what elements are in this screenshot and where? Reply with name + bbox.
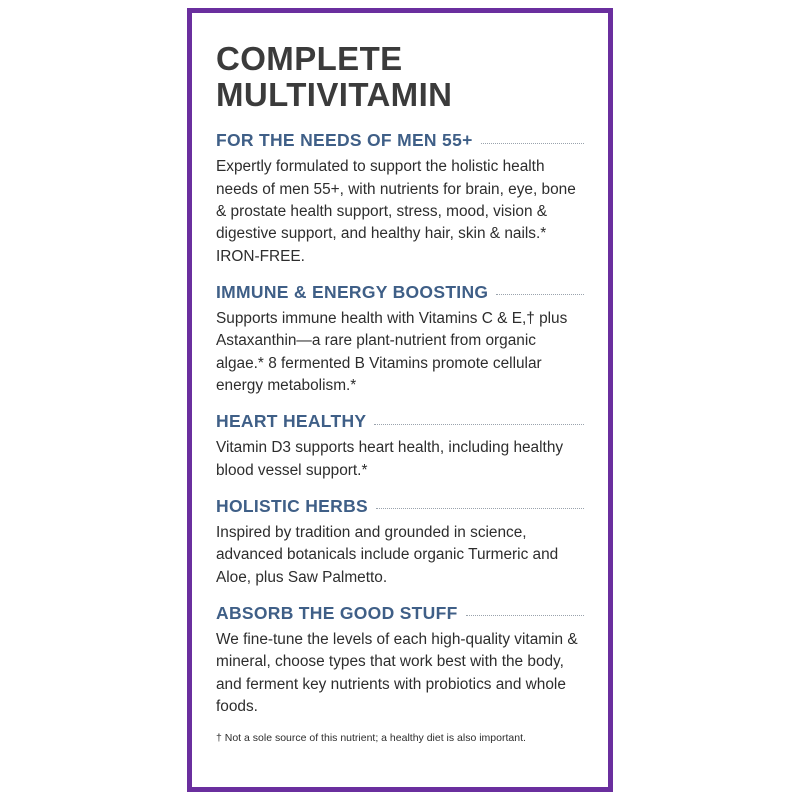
title-line-1: COMPLETE xyxy=(216,40,403,77)
title-line-2: MULTIVITAMIN xyxy=(216,75,453,113)
section-absorb-good-stuff xyxy=(216,603,584,718)
section-men-55 xyxy=(216,130,584,268)
section-immune-energy xyxy=(216,282,584,397)
section-header xyxy=(216,130,584,151)
section-body-heart-healthy: Vitamin D3 supports heart health, including healthy blood vessel support.* xyxy=(216,439,564,479)
footnote: † Not a sole source of this nutrient; a healthy diet is also important. xyxy=(216,732,526,745)
section-heading-men-55: FOR THE NEEDS OF MEN 55+ xyxy=(216,130,473,151)
product-info-panel xyxy=(187,8,613,792)
section-heading-holistic-herbs: HOLISTIC HERBS xyxy=(216,495,368,516)
dotted-rule xyxy=(496,294,584,296)
section-holistic-herbs xyxy=(216,496,584,589)
section-header xyxy=(216,603,584,624)
section-heading-heart-healthy: HEART HEALTHY xyxy=(216,411,367,432)
page-title xyxy=(216,41,584,112)
section-header xyxy=(216,496,584,517)
section-body-men-55: Expertly formulated to support the holistic health needs of men 55+, with nutrients for brain, eye, bone & prostate health support, stress, mood, vision & digestive support, and healthy hair, skin & nails.* IRON-FREE. xyxy=(216,158,576,265)
dotted-rule xyxy=(374,424,584,426)
section-body-holistic-herbs: Inspired by tradition and grounded in science, advanced botanicals include organic Turmeric and Aloe, plus Saw Palmetto. xyxy=(216,523,559,586)
dotted-rule xyxy=(376,508,584,510)
section-heading-absorb-good-stuff: ABSORB THE GOOD STUFF xyxy=(216,602,458,623)
section-heading-immune-energy: IMMUNE & ENERGY BOOSTING xyxy=(216,281,489,302)
dotted-rule xyxy=(466,615,584,617)
dotted-rule xyxy=(481,143,584,145)
section-body-immune-energy: Supports immune health with Vitamins C & E,† plus Astaxanthin—a rare plant-nutrient from organic algae.* 8 fermented B Vitamins promote cellular energy metabolism.* xyxy=(216,309,568,394)
section-heart-healthy xyxy=(216,411,584,482)
section-header xyxy=(216,411,584,432)
section-body-absorb-good-stuff: We fine-tune the levels of each high-quality vitamin & mineral, choose types that work best with the body, and ferment key nutrients with probiotics and whole foods. xyxy=(216,630,578,715)
section-header xyxy=(216,282,584,303)
